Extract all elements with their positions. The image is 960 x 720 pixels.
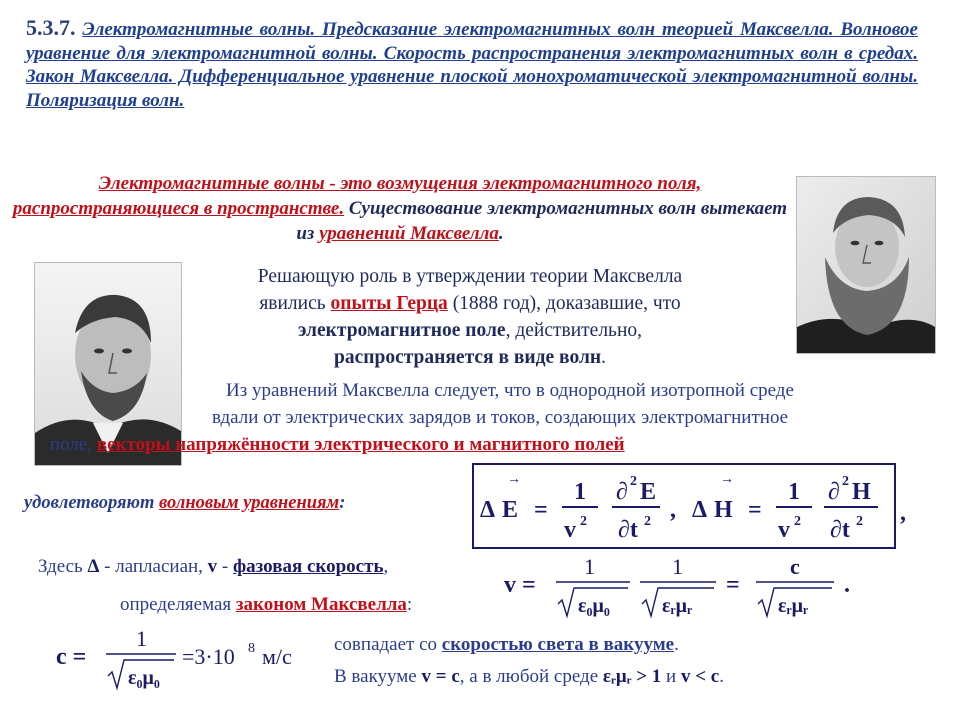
epsr-mur-c: εᵣμᵣ xyxy=(602,666,632,687)
vector-H: H xyxy=(714,497,733,523)
laplacian-line: Здесь Δ - лапласиан, v - фазовая скорость, xyxy=(38,556,389,577)
hertz-paragraph xyxy=(200,263,740,371)
maxwell-line-1: Из уравнений Максвелла следует, что в однородной изотропной среде xyxy=(226,380,794,401)
title-text: Электромагнитные волны. Предсказание электромагнитных волн теорией Максвелла. Волновое уравнение для электромагнитной волны. Скорость распространения электромагнитных волн в средах. Закон Максвелла. Дифференциальное уравнение плоской монохроматической электромагнитной волны. Поляризация волн. xyxy=(26,19,918,111)
maxwell-line-2: вдали от электрических зарядов и токов, создающих электромагнитное xyxy=(212,407,789,428)
vector-E: E xyxy=(502,497,519,523)
maxwell-law-line: определяемая законом Максвелла: xyxy=(120,594,413,615)
greater-than-one: > 1 xyxy=(636,666,662,687)
maxwell-law-link[interactable]: законом Максвелла xyxy=(235,594,407,615)
partial-e: ∂ xyxy=(616,479,628,505)
equals-2: = xyxy=(748,497,762,523)
v-equals: v = xyxy=(504,572,536,598)
one-b: 1 xyxy=(672,554,683,579)
v-h: v xyxy=(778,517,790,543)
phase-velocity-svg xyxy=(500,552,860,624)
H-numerator: H xyxy=(852,479,871,505)
maxwell-portrait-image xyxy=(797,177,935,353)
c-exp: 8 xyxy=(248,641,255,656)
dt-exp-h: 2 xyxy=(856,514,863,529)
hertz-line-3: электромагнитное поле, действительно, xyxy=(297,320,643,341)
wave-equations-formula xyxy=(474,465,894,547)
hertz-line-2: явились опыты Герца (1888 год), доказавшие, что xyxy=(259,293,681,314)
maxwell-paragraph xyxy=(50,377,952,458)
epsr-mur-a: εᵣμᵣ xyxy=(662,595,693,617)
v-e: v xyxy=(564,517,576,543)
partial-exp-h: 2 xyxy=(842,474,849,489)
v-exp-e: 2 xyxy=(580,514,587,529)
vector-arrow-e-icon: → xyxy=(507,472,521,487)
dt-e: ∂t xyxy=(618,517,638,543)
one-a: 1 xyxy=(584,554,595,579)
page-title xyxy=(26,16,918,112)
phase-velocity-link[interactable]: фазовая скорость xyxy=(233,556,384,577)
dt-exp-e: 2 xyxy=(644,514,651,529)
c-eps0mu0: ε₀μ₀ xyxy=(128,667,160,689)
speed-of-light-formula xyxy=(52,624,322,701)
delta-symbol: Δ xyxy=(480,497,496,523)
c-one: 1 xyxy=(136,626,147,651)
partial-exp-e: 2 xyxy=(630,474,637,489)
trailing-comma: , xyxy=(900,500,906,526)
partial-h: ∂ xyxy=(828,479,840,505)
c-value: =3·10 xyxy=(182,644,235,669)
c-unit: м/с xyxy=(262,644,292,669)
end-dot: . xyxy=(844,572,850,598)
definition-red: Электромагнитные волны - это возмущения электромагнитного поля, распространяющиеся в пространстве. xyxy=(12,173,702,219)
maxwell-equations-link[interactable]: уравнений Максвелла xyxy=(319,223,499,244)
vector-arrow-h-icon: → xyxy=(720,472,734,487)
v-symbol: v xyxy=(207,556,218,577)
speed-of-light-svg xyxy=(52,624,322,696)
eps0mu0-a: ε₀μ₀ xyxy=(578,595,610,617)
c-numerator: c xyxy=(790,554,800,579)
phase-velocity-formula xyxy=(500,552,860,629)
c-equals: c = xyxy=(56,644,87,670)
coincides-line: совпадает со скоростью света в вакууме. xyxy=(334,634,679,655)
num-one-e: 1 xyxy=(574,479,586,505)
comma-mid: , xyxy=(670,497,676,523)
equals-1: = xyxy=(534,497,548,523)
definition-block xyxy=(10,171,790,246)
speed-of-light-link[interactable]: скоростью света в вакууме xyxy=(441,634,675,655)
equals-c: = xyxy=(726,572,740,598)
field-vectors-link[interactable]: векторы напряжённости электрического и магнитного полей xyxy=(96,434,625,455)
laplacian-delta: Δ xyxy=(87,556,100,577)
wave-equations-box xyxy=(472,463,896,549)
hertz-line-4: распространяется в виде волн. xyxy=(334,347,606,368)
vacuum-line: В вакууме v = c, а в любой среде εᵣμᵣ > 1 и v < c. xyxy=(334,666,724,687)
wave-equations-intro: удовлетворяют волновым уравнениям: xyxy=(24,493,346,513)
dt-h: ∂t xyxy=(830,517,850,543)
maxwell-portrait xyxy=(796,176,936,354)
hertz-line-1: Решающую роль в утверждении теории Максвелла xyxy=(257,266,683,287)
section-number: 5.3.7. xyxy=(26,15,76,40)
epsr-mur-b: εᵣμᵣ xyxy=(778,595,809,617)
definition-end: . xyxy=(498,223,504,244)
num-one-h: 1 xyxy=(788,479,800,505)
maxwell-line-3: поле, векторы напряжённости электрического и магнитного полей xyxy=(50,434,625,455)
hertz-experiments-link[interactable]: опыты Герца xyxy=(330,293,448,314)
definition-dark: Существование электромагнитных волн вытекает из xyxy=(296,198,788,244)
v-exp-h: 2 xyxy=(794,514,801,529)
E-numerator: E xyxy=(640,479,657,505)
delta-symbol-h: Δ xyxy=(692,497,708,523)
v-less-c: v < c xyxy=(680,666,720,687)
v-equals-c: v = c xyxy=(421,666,460,687)
wave-equations-link[interactable]: волновым уравнениям xyxy=(159,493,340,513)
